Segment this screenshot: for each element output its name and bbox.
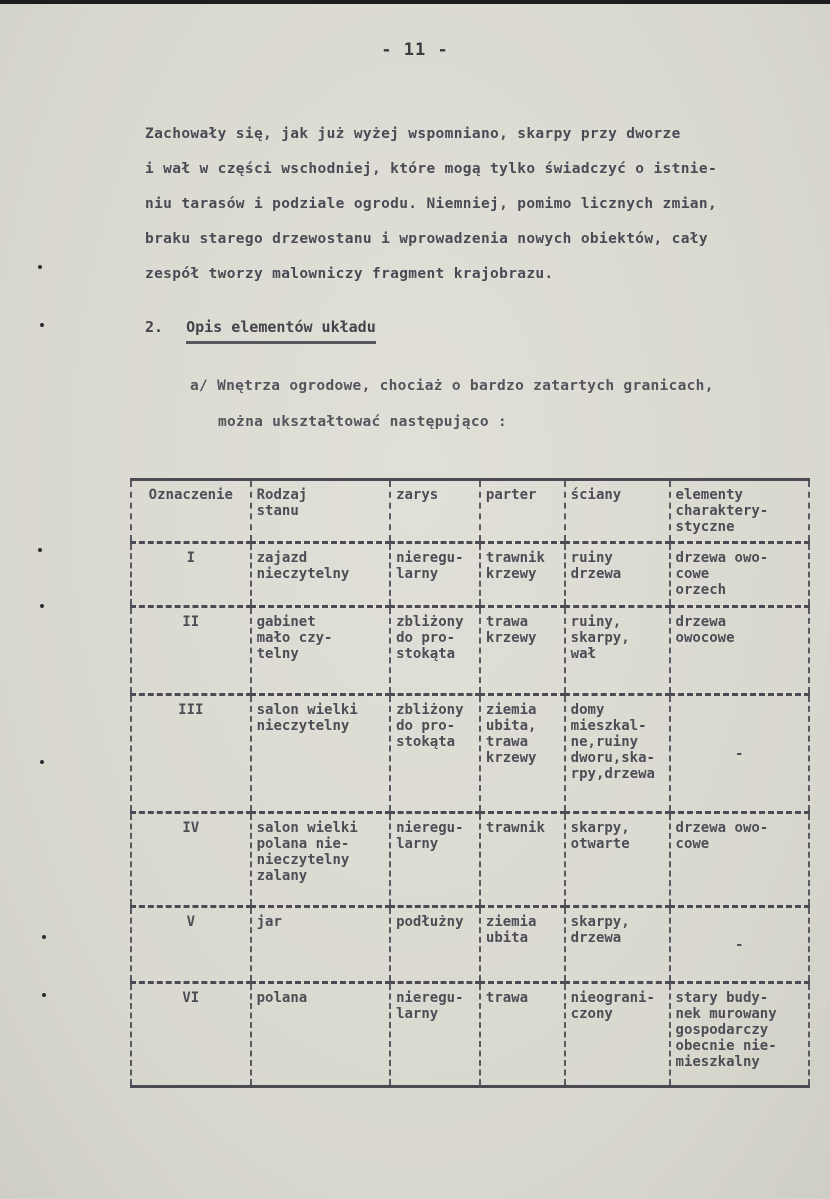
table-cell: skarpy, drzewa <box>565 907 670 983</box>
intro-line-1: a/ Wnętrza ogrodowe, chociaż o bardzo zatartych granicach, <box>190 378 714 394</box>
body-paragraph <box>145 117 815 292</box>
table-cell: domy mieszkal- ne,ruiny dworu,ska- rpy,drzewa <box>565 695 670 813</box>
page-number: - 11 - <box>381 40 449 60</box>
table-cell: V <box>131 907 251 983</box>
table-row <box>131 983 809 1087</box>
margin-dot <box>38 265 42 269</box>
margin-dot <box>42 993 46 997</box>
table-cell: drzewa owocowe <box>670 607 809 695</box>
table-cell: VI <box>131 983 251 1087</box>
table-cell: drzewa owo- cowe orzech <box>670 543 809 607</box>
table-cell: trawnik <box>480 813 565 907</box>
table-header-row <box>131 480 809 543</box>
paragraph-line: i wał w części wschodniej, które mogą tylko świadczyć o istnie- <box>145 161 718 177</box>
table-cell: ruiny drzewa <box>565 543 670 607</box>
column-header: Rodzaj stanu <box>251 480 390 543</box>
table-cell: skarpy, otwarte <box>565 813 670 907</box>
table-row <box>131 695 809 813</box>
paragraph-line: Zachowały się, jak już wyżej wspomniano, skarpy przy dworze <box>145 126 681 142</box>
table-cell: trawa krzewy <box>480 607 565 695</box>
margin-dot <box>42 935 46 939</box>
table-cell: nieregu- larny <box>390 543 480 607</box>
section-heading <box>145 318 376 344</box>
table-cell: nieregu- larny <box>390 813 480 907</box>
column-header: parter <box>480 480 565 543</box>
table-cell: podłużny <box>390 907 480 983</box>
table-cell: nieregu- larny <box>390 983 480 1087</box>
margin-dot <box>40 323 44 327</box>
intro-line-2: można ukształtować następująco : <box>218 414 507 430</box>
table-cell: salon wielki polana nie- nieczytelny zalany <box>251 813 390 907</box>
table-cell: trawa <box>480 983 565 1087</box>
section-title: Opis elementów układu <box>186 318 376 344</box>
column-header: zarys <box>390 480 480 543</box>
column-header: elementy charaktery- styczne <box>670 480 809 543</box>
table-cell: zajazd nieczytelny <box>251 543 390 607</box>
garden-interiors-table <box>130 478 810 1088</box>
table-cell: - <box>670 907 809 983</box>
table-cell: stary budy- nek murowany gospodarczy obecnie nie- mieszkalny <box>670 983 809 1087</box>
table-cell: zbliżony do pro- stokąta <box>390 607 480 695</box>
table-cell: gabinet mało czy- telny <box>251 607 390 695</box>
table-cell: ziemia ubita, trawa krzewy <box>480 695 565 813</box>
table-row <box>131 543 809 607</box>
table-cell: jar <box>251 907 390 983</box>
table-row <box>131 813 809 907</box>
table-cell: polana <box>251 983 390 1087</box>
margin-dot <box>40 604 44 608</box>
section-number: 2. <box>145 318 164 336</box>
paragraph-line: braku starego drzewostanu i wprowadzenia nowych obiektów, cały <box>145 231 708 247</box>
table-cell: IV <box>131 813 251 907</box>
paragraph-line: niu tarasów i podziale ogrodu. Niemniej, pomimo licznych zmian, <box>145 196 718 212</box>
margin-dot <box>40 760 44 764</box>
table-cell: III <box>131 695 251 813</box>
table-cell: nieograni- czony <box>565 983 670 1087</box>
paragraph-line: zespół tworzy malowniczy fragment krajobrazu. <box>145 266 554 282</box>
table-cell: drzewa owo- cowe <box>670 813 809 907</box>
table-cell: II <box>131 607 251 695</box>
table-cell: I <box>131 543 251 607</box>
table-row <box>131 607 809 695</box>
table-cell: - <box>670 695 809 813</box>
table-cell: zbliżony do pro- stokąta <box>390 695 480 813</box>
table-cell: ruiny, skarpy, wał <box>565 607 670 695</box>
table-cell: ziemia ubita <box>480 907 565 983</box>
table-cell: salon wielki nieczytelny <box>251 695 390 813</box>
table-row <box>131 907 809 983</box>
table-cell: trawnik krzewy <box>480 543 565 607</box>
column-header: Oznaczenie <box>131 480 251 543</box>
column-header: ściany <box>565 480 670 543</box>
margin-dot <box>38 548 42 552</box>
scan-top-edge <box>0 0 830 4</box>
